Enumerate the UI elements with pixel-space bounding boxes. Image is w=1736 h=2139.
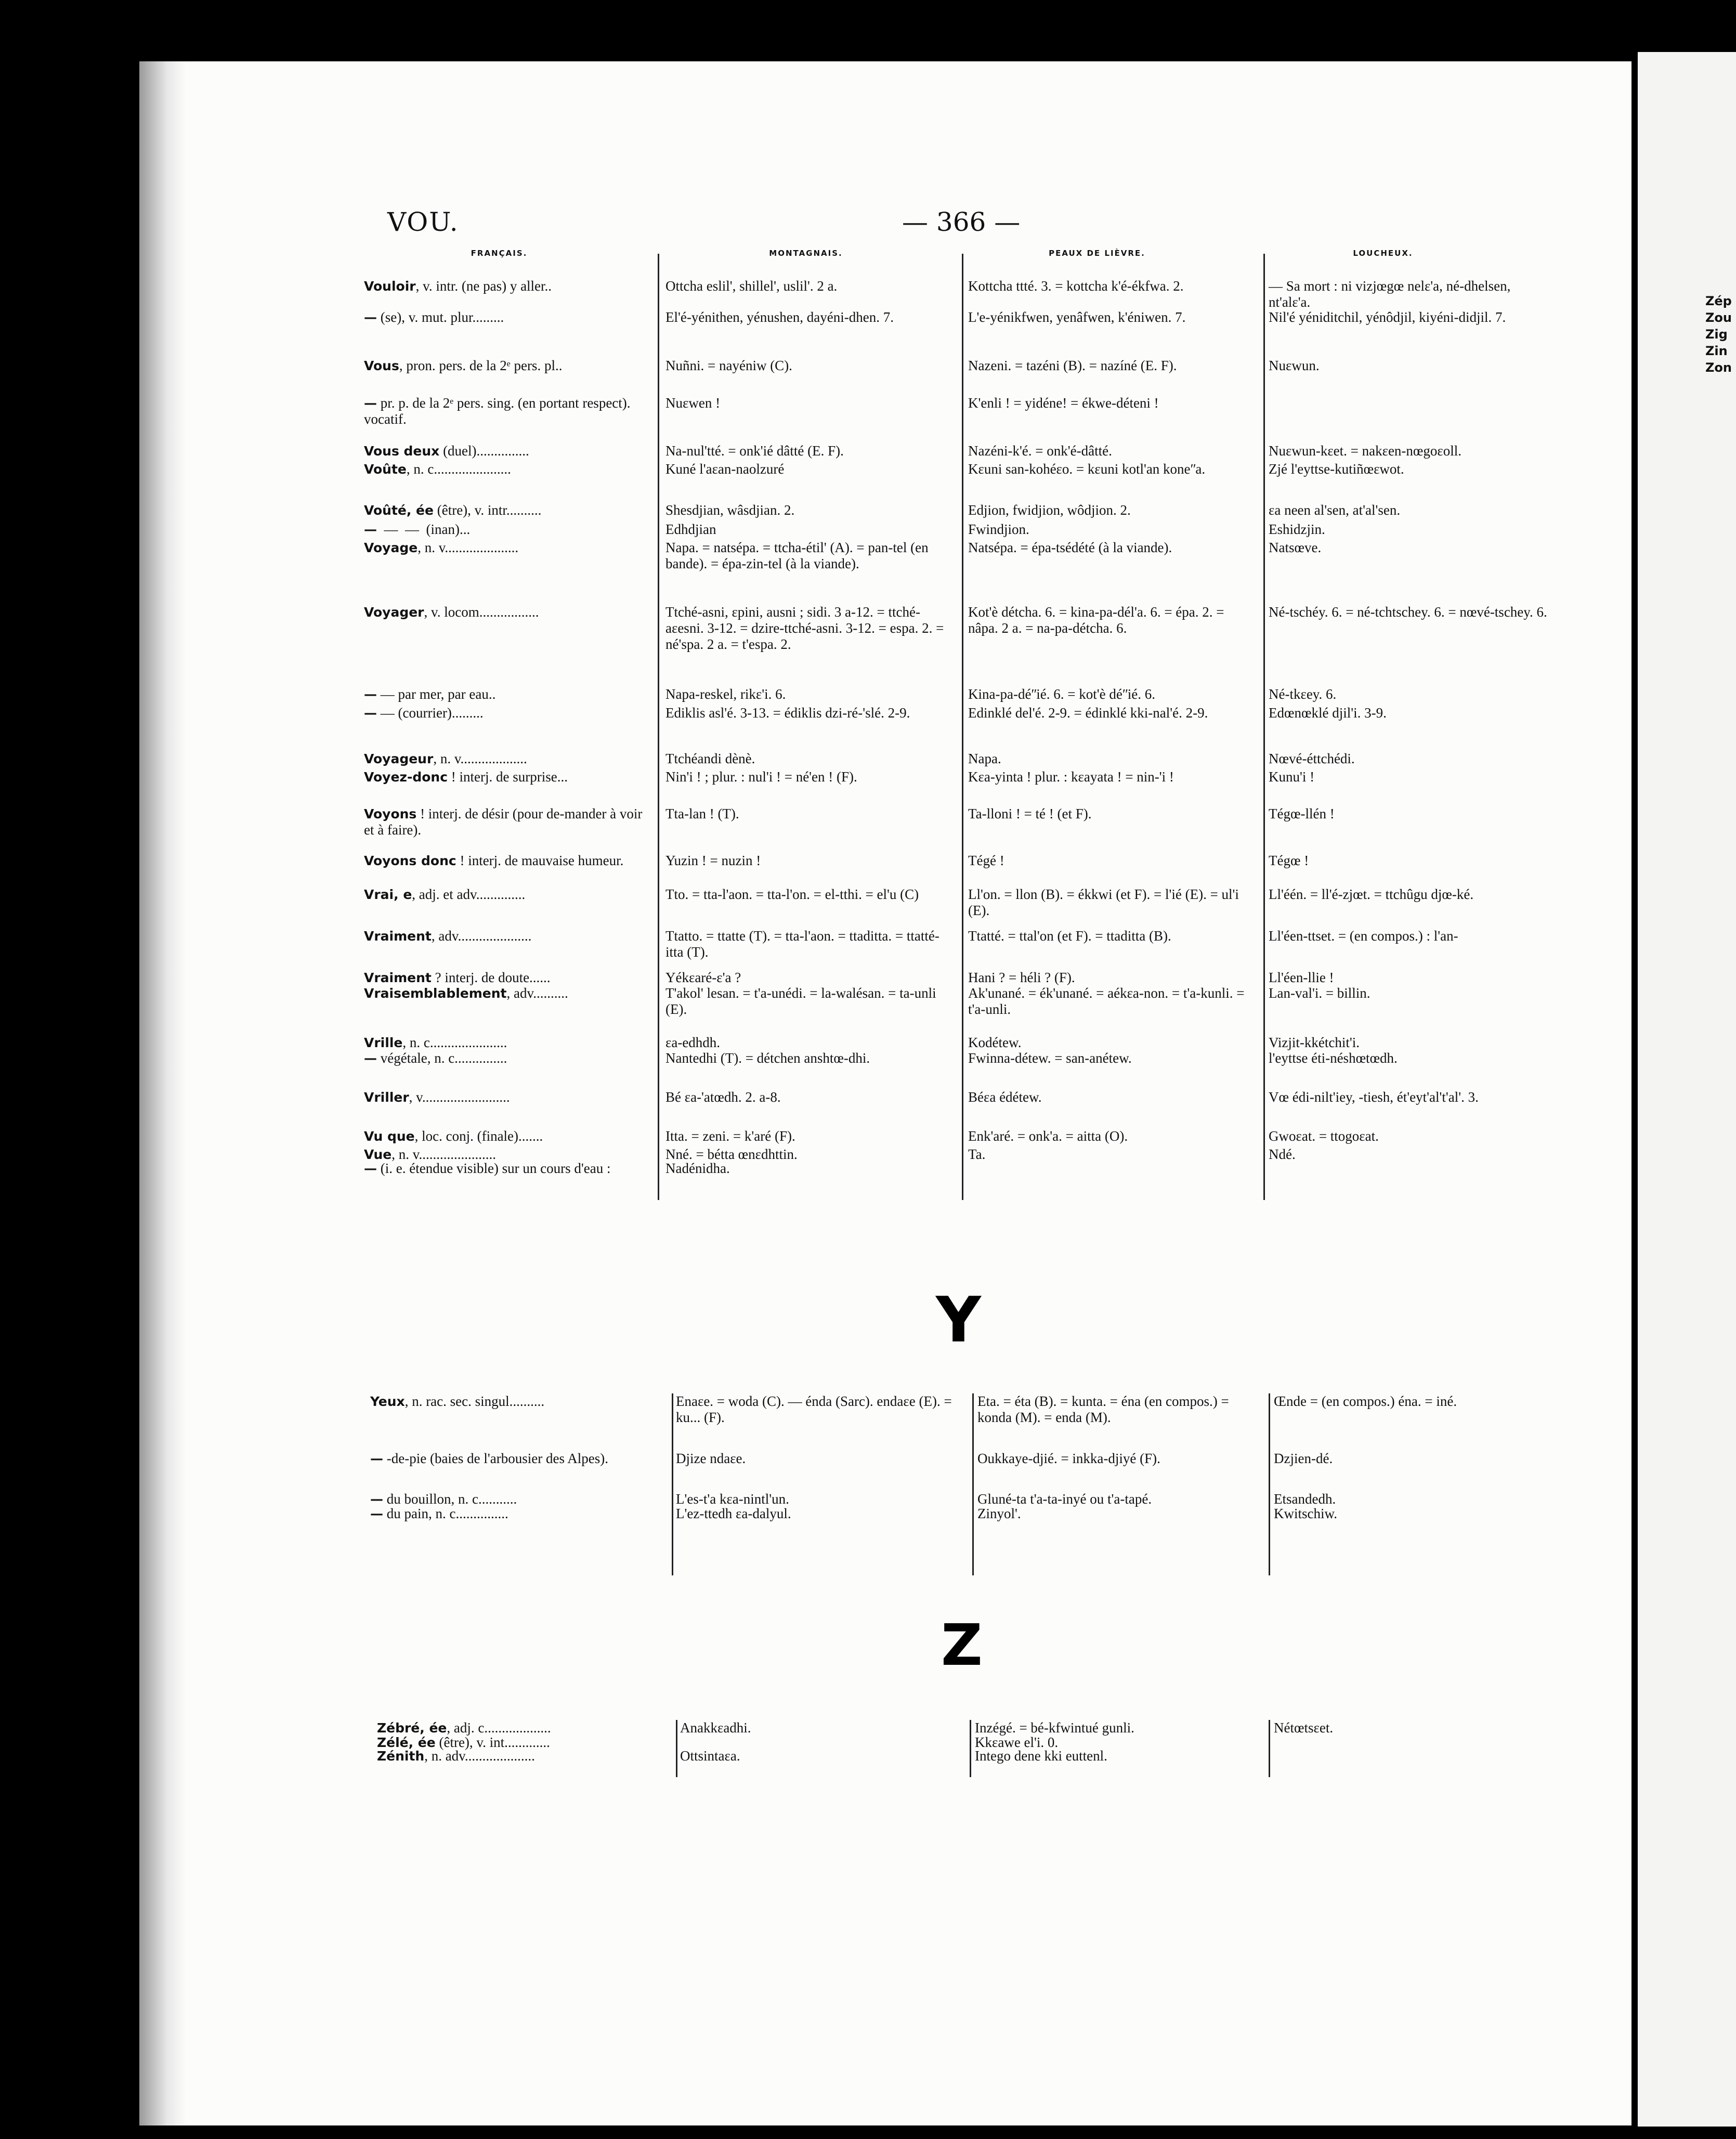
peaux-de-lievre-entry: Ta-lloni ! = té ! (et F). [968,806,1092,821]
montagnais-entry: Ottcha eslil', shillel', uslil'. 2 a. [665,278,838,294]
french-entry [370,1506,663,1522]
loucheux-entry: Etsandedh. [1274,1491,1336,1507]
peaux-de-lievre-entry: Fwinna-détew. = san-anétew. [968,1050,1132,1066]
headword: Voyons donc [364,853,456,868]
loucheux-entry: Gwoɛat. = ttogoɛat. [1269,1128,1379,1144]
french-gloss: pr. p. de la 2ᵉ pers. sing. (en portant respect). vocatif. [364,395,634,427]
french-gloss: , adj. c................... [447,1720,551,1736]
french-gloss: , v. locom................. [424,604,539,620]
montagnais-entry: Napa. = natsépa. = ttcha-étil' (A). = pan-tel (en bande). = épa-zin-tel (à la viande). [665,540,932,571]
headword: Vriller [364,1090,409,1105]
french-entry [364,1035,650,1051]
headword: — [364,310,377,325]
loucheux-entry: Ndé. [1269,1146,1296,1162]
french-entry [364,686,650,702]
peaux-de-lievre-entry: Ta. [968,1146,986,1162]
page-number: — 366 — [902,207,1021,237]
french-entry [364,806,650,838]
headword: Voyage [364,540,418,555]
loucheux-entry: Kunu'i ! [1269,769,1315,785]
peaux-de-lievre-entry: Inzégé. = bé-kfwintué gunli. [975,1720,1134,1736]
montagnais-entry: El'é-yénithen, yénushen, dayéni-dhen. 7. [665,309,894,325]
french-entry [364,705,650,721]
french-entry [364,309,650,325]
peaux-de-lievre-entry: Hani ? = héli ? (F). [968,970,1075,985]
french-entry [370,1491,663,1507]
french-gloss: , n. v................... [433,751,527,766]
loucheux-entry: Ll'één. = ll'é-zjœt. = ttchûgu djœ-ké. [1269,886,1474,902]
french-gloss: , n. rac. sec. singul.......... [404,1393,545,1409]
peaux-de-lievre-entry: Eta. = éta (B). = kunta. = éna (en compos.) = konda (M). = enda (M). [977,1393,1233,1425]
french-gloss: , loc. conj. (finale)....... [414,1128,543,1144]
headword: Zélé, ée [377,1735,436,1750]
headword: — [364,687,377,702]
french-entry [364,395,650,427]
montagnais-entry: T'akol' lesan. = t'a-unédi. = la-walésan. = ta-unli (E). [665,985,940,1017]
peaux-de-lievre-entry: Kot'è détcha. 6. = kina-pa-dél'a. 6. = épa. 2. = nâpa. 2 a. = na-pa-détcha. 6. [968,604,1228,636]
montagnais-entry: ɛa-edhdh. [665,1035,721,1050]
loucheux-entry: Natsœve. [1269,540,1322,555]
french-gloss: -de-pie (baies de l'arbousier des Alpes). [383,1451,608,1466]
french-entry [364,1050,650,1066]
montagnais-entry: Ttché-asni, ɛpini, ausni ; sidi. 3 a-12. = ttché-aɛesni. 3-12. = dzire-ttché-asni. 3-12. = espa. 2. = né'spa. 2 a. = t'espa. 2. [665,604,948,652]
french-entry [377,1748,668,1764]
french-gloss: (se), v. mut. plur......... [377,309,504,325]
column-rule [970,1720,971,1777]
french-gloss: du bouillon, n. c........... [383,1491,517,1507]
peaux-de-lievre-entry: K'enli ! = yidéne! = ékwe-déteni ! [968,395,1159,411]
montagnais-entry: Napa-reskel, rikɛ'i. 6. [665,686,786,702]
loucheux-entry: Tégœ-llén ! [1269,806,1335,821]
french-gloss: ! interj. de surprise... [448,769,568,785]
french-entry [364,853,650,869]
peaux-de-lievre-entry: Béɛa édétew. [968,1089,1042,1105]
french-entry [370,1451,663,1467]
loucheux-entry: Vœ édi-nilt'iey, -tiesh, ét'eyt'al't'al'. 3. [1269,1089,1479,1105]
french-gloss: , n. c...................... [406,461,511,477]
peaux-de-lievre-entry: Edjion, fwidjion, wôdjion. 2. [968,502,1131,518]
peaux-de-lievre-entry: Nazeni. = tazéni (B). = nazíné (E. F). [968,358,1177,373]
column-header-loucheux: LOUCHEUX. [1353,249,1413,258]
headword: Voyager [364,605,424,620]
montagnais-entry: Ttchéandi dènè. [665,751,755,766]
loucheux-entry: Nuɛwun-kɛet. = nakɛen-nœgoɛoll. [1269,443,1462,459]
column-rule [672,1393,673,1575]
column-rule [1263,254,1265,1200]
french-entry [370,1393,663,1410]
peaux-de-lievre-entry: Ttatté. = ttal'on (et F). = ttaditta (B). [968,928,1171,944]
french-gloss: — (courrier)......... [377,705,484,721]
headword: Vu que [364,1129,415,1144]
section-letter-y: Y [936,1284,981,1357]
column-rule [1269,1720,1270,1777]
headword: Vue [364,1147,392,1162]
column-rule [972,1393,974,1575]
peaux-de-lievre-entry: Gluné-ta t'a-ta-inyé ou t'a-tapé. [977,1491,1152,1507]
french-gloss: , n. v...................... [391,1146,496,1162]
french-gloss: , pron. pers. de la 2ᵉ pers. pl.. [399,358,563,373]
peaux-de-lievre-entry: Napa. [968,751,1001,766]
peaux-de-lievre-entry: Oukkaye-djié. = inkka-djiyé (F). [977,1451,1160,1466]
french-gloss: , n. v..................... [417,540,519,555]
montagnais-entry: Yuzin ! = nuzin ! [665,853,761,868]
peaux-de-lievre-entry: Enk'aré. = onk'a. = aitta (O). [968,1128,1128,1144]
peaux-de-lievre-entry: Kɛa-yinta ! plur. : kɛayata ! = nin-'i ! [968,769,1174,785]
facing-page-headword-fragment: Zin [1705,344,1728,358]
peaux-de-lievre-entry: Natsépa. = épa-tsédété (à la viande). [968,540,1172,555]
french-entry [364,278,650,294]
loucheux-entry: Ll'éen-llie ! [1269,970,1334,985]
headword: — [364,396,377,411]
facing-page-headword-fragment: Zép [1705,294,1732,308]
montagnais-entry: Shesdjian, wâsdjian. 2. [665,502,795,518]
french-entry [364,358,650,374]
montagnais-entry: Ediklis asl'é. 3-13. = édiklis dzi-ré-'slé. 2-9. [665,705,910,721]
loucheux-entry: Nuɛwun. [1269,358,1320,373]
peaux-de-lievre-entry: Kottcha ttté. 3. = kottcha k'é-ékfwa. 2. [968,278,1184,294]
montagnais-entry: Itta. = zeni. = k'aré (F). [665,1128,795,1144]
peaux-de-lievre-entry: Intego dene kki euttenl. [975,1748,1107,1764]
montagnais-entry: Nné. = bétta œnɛdhttin. [665,1146,798,1162]
loucheux-entry: Lan-val'i. = billin. [1269,985,1370,1001]
section-letter-z: Z [941,1612,983,1678]
montagnais-entry: Na-nul'tté. = onk'ié dâtté (E. F). [665,443,844,459]
column-header-francais: FRANÇAIS. [471,249,528,258]
page-edge-shadow [139,61,186,2125]
montagnais-entry: Ttatto. = ttatte (T). = tta-l'aon. = ttaditta. = ttatté-itta (T). [665,928,939,960]
french-gloss: du pain, n. c............... [383,1506,508,1521]
peaux-de-lievre-entry: Ak'unané. = ék'unané. = aékɛa-non. = t'a-kunli. = t'a-unli. [968,985,1248,1017]
headword: Voyons [364,806,417,821]
montagnais-entry: Edhdjian [665,521,716,537]
loucheux-entry: Né-tschéy. 6. = né-tchtschey. 6. = nœvé-tschey. 6. [1269,604,1547,620]
headword: Zébré, ée [377,1720,447,1736]
column-rule [676,1720,677,1777]
headword: Yeux [370,1394,405,1409]
peaux-de-lievre-entry: Ll'on. = llon (B). = ékkwi (et F). = l'ié (E). = ul'i (E). [968,886,1243,918]
loucheux-entry: Œnde = (en compos.) éna. = iné. [1274,1393,1457,1409]
column-header-montagnais: MONTAGNAIS. [769,249,843,258]
montagnais-entry: Kuné l'aɛan-naolzuré [665,461,785,477]
headword: Vrai, e [364,887,412,902]
french-gloss: (i. e. étendue visible) sur un cours d'eau : [377,1160,611,1176]
headword: Vouloir [364,279,416,294]
french-gloss: , adv..................... [431,928,532,944]
headword: Vous deux [364,444,440,459]
peaux-de-lievre-entry: Fwindjion. [968,521,1029,537]
headword: — [370,1451,383,1466]
loucheux-entry: Ll'éen-ttset. = (en compos.) : l'an- [1269,928,1458,944]
montagnais-entry: Nuñni. = nayéniw (C). [665,358,792,373]
french-gloss: végétale, n. c............... [377,1050,507,1066]
montagnais-entry: L'es-t'a kɛa-nintl'un. [676,1491,789,1507]
french-gloss: (duel)............... [439,443,529,459]
french-gloss: , adj. et adv.............. [412,886,526,902]
facing-page-headword-fragment: Zon [1705,360,1732,375]
montagnais-entry: Nin'i ! ; plur. : nul'i ! = né'en ! (F). [665,769,857,785]
column-rule [1269,1393,1270,1575]
peaux-de-lievre-entry: Kina-pa-déʺié. 6. = kot'è déʺié. 6. [968,686,1155,702]
french-entry [364,521,650,538]
french-gloss: , v......................... [409,1089,510,1105]
headword: — [364,1161,377,1176]
french-entry [377,1720,668,1736]
french-gloss: (être), v. int............. [435,1734,550,1750]
montagnais-entry: Anakkɛadhi. [680,1720,751,1736]
french-gloss: , v. intr. (ne pas) y aller.. [415,278,552,294]
peaux-de-lievre-entry: Kodétew. [968,1035,1022,1050]
montagnais-entry: Yékɛaré-ɛ'a ? [665,970,741,985]
column-rule [658,254,659,1200]
peaux-de-lievre-entry: Kɛuni san-kohéɛo. = kɛuni kotl'an koneʺa. [968,461,1206,477]
french-gloss: , adv.......... [506,985,568,1001]
montagnais-entry: Enaɛe. = woda (C). — énda (Sarc). endaɛe (E). = ku... (F). [676,1393,956,1425]
loucheux-entry: Dzjien-dé. [1274,1451,1333,1466]
peaux-de-lievre-entry: Zinyol'. [977,1506,1021,1521]
headword: Voyageur [364,751,434,766]
montagnais-entry: Nuɛwen ! [665,395,721,411]
french-entry [364,1160,650,1177]
headword: Vraisemblablement [364,986,507,1001]
headword: Zénith [377,1749,425,1764]
facing-page-headword-fragment: Zou [1705,310,1732,325]
french-gloss: ! interj. de mauvaise humeur. [456,853,624,868]
montagnais-entry: Nantedhi (T). = détchen anshtœ-dhi. [665,1050,870,1066]
french-entry [364,461,650,477]
french-entry [364,443,650,459]
french-entry [364,1128,650,1144]
facing-page-headword-fragment: Zig [1705,327,1728,342]
loucheux-entry: Tégœ ! [1269,853,1309,868]
french-entry [364,604,650,620]
french-entry [364,769,650,785]
headword: Voûté, ée [364,503,434,518]
headword: — [364,706,377,721]
headword: — [370,1506,383,1521]
french-entry [364,970,650,986]
french-entry [364,928,650,944]
peaux-de-lievre-entry: Edinklé del'é. 2-9. = édinklé kki-nal'é. 2-9. [968,705,1208,721]
column-header-peaux-de-lievre: PEAUX DE LIÈVRE. [1049,249,1145,258]
loucheux-entry: l'eyttse éti-néshœtœdh. [1269,1050,1398,1066]
french-gloss: ? interj. de doute...... [431,970,551,985]
montagnais-entry: Bé ɛa-'atœdh. 2. a-8. [665,1089,781,1105]
loucheux-entry: Vizjit-kkétchit'i. [1269,1035,1360,1050]
headword: Voûte [364,462,407,477]
french-entry [364,751,650,767]
loucheux-entry: Nétœtsɛet. [1274,1720,1334,1736]
headword: — [370,1492,383,1507]
peaux-de-lievre-entry: Nazéni-k'é. = onk'é-dâtté. [968,443,1112,459]
loucheux-entry: ɛa neen al'sen, at'al'sen. [1269,502,1401,518]
column-rule [962,254,963,1200]
headword: Vous [364,358,399,373]
french-gloss: , n. adv.................... [424,1748,535,1764]
loucheux-entry: Eshidzjin. [1269,521,1325,537]
montagnais-entry: L'ez-ttedh ɛa-dalyul. [676,1506,791,1521]
loucheux-entry: Nil'é yéniditchil, yénôdjil, kiyéni-didjil. 7. [1269,309,1506,325]
montagnais-entry: Nadénidha. [665,1160,730,1176]
french-gloss: — — (inan)... [377,521,471,537]
french-gloss: (être), v. intr.......... [433,502,542,518]
montagnais-entry: Djize ndaɛe. [676,1451,746,1466]
headword: Vrille [364,1035,403,1050]
montagnais-entry: Ottsintaɛa. [680,1748,740,1764]
french-entry [364,502,650,518]
french-gloss: , n. c...................... [402,1035,507,1050]
montagnais-entry: Tto. = tta-l'aon. = tta-l'on. = el-tthi. = el'u (C) [665,886,919,902]
peaux-de-lievre-entry: Tégé ! [968,853,1004,868]
peaux-de-lievre-entry: Kkɛawe el'i. 0. [975,1734,1059,1750]
french-entry [364,985,650,1001]
french-gloss: ! interj. de désir (pour de-mander à voir et à faire). [364,806,646,838]
french-entry [364,886,650,903]
loucheux-entry: Né-tkɛey. 6. [1269,686,1337,702]
loucheux-entry: Zjé l'eyttse-kutiñœɛwot. [1269,461,1404,477]
french-entry [364,1089,650,1105]
loucheux-entry: Nœvé-éttchédi. [1269,751,1355,766]
headword: Voyez-donc [364,769,448,785]
french-entry [364,540,650,556]
headword: — [364,522,377,537]
french-gloss: — par mer, par eau.. [377,686,496,702]
montagnais-entry: Tta-lan ! (T). [665,806,739,821]
headword: — [364,1051,377,1066]
loucheux-entry: Edœnœklé djil'i. 3-9. [1269,705,1387,721]
running-head: VOU. [387,207,459,237]
headword: Vraiment [364,970,432,985]
headword: Vraiment [364,929,432,944]
loucheux-entry: Kwitschiw. [1274,1506,1337,1521]
loucheux-entry: — Sa mort : ni vizjœgœ nelɛ'a, né-dhelsen, nt'alɛ'a. [1269,278,1515,310]
peaux-de-lievre-entry: L'e-yénikfwen, yenâfwen, k'éniwen. 7. [968,309,1186,325]
